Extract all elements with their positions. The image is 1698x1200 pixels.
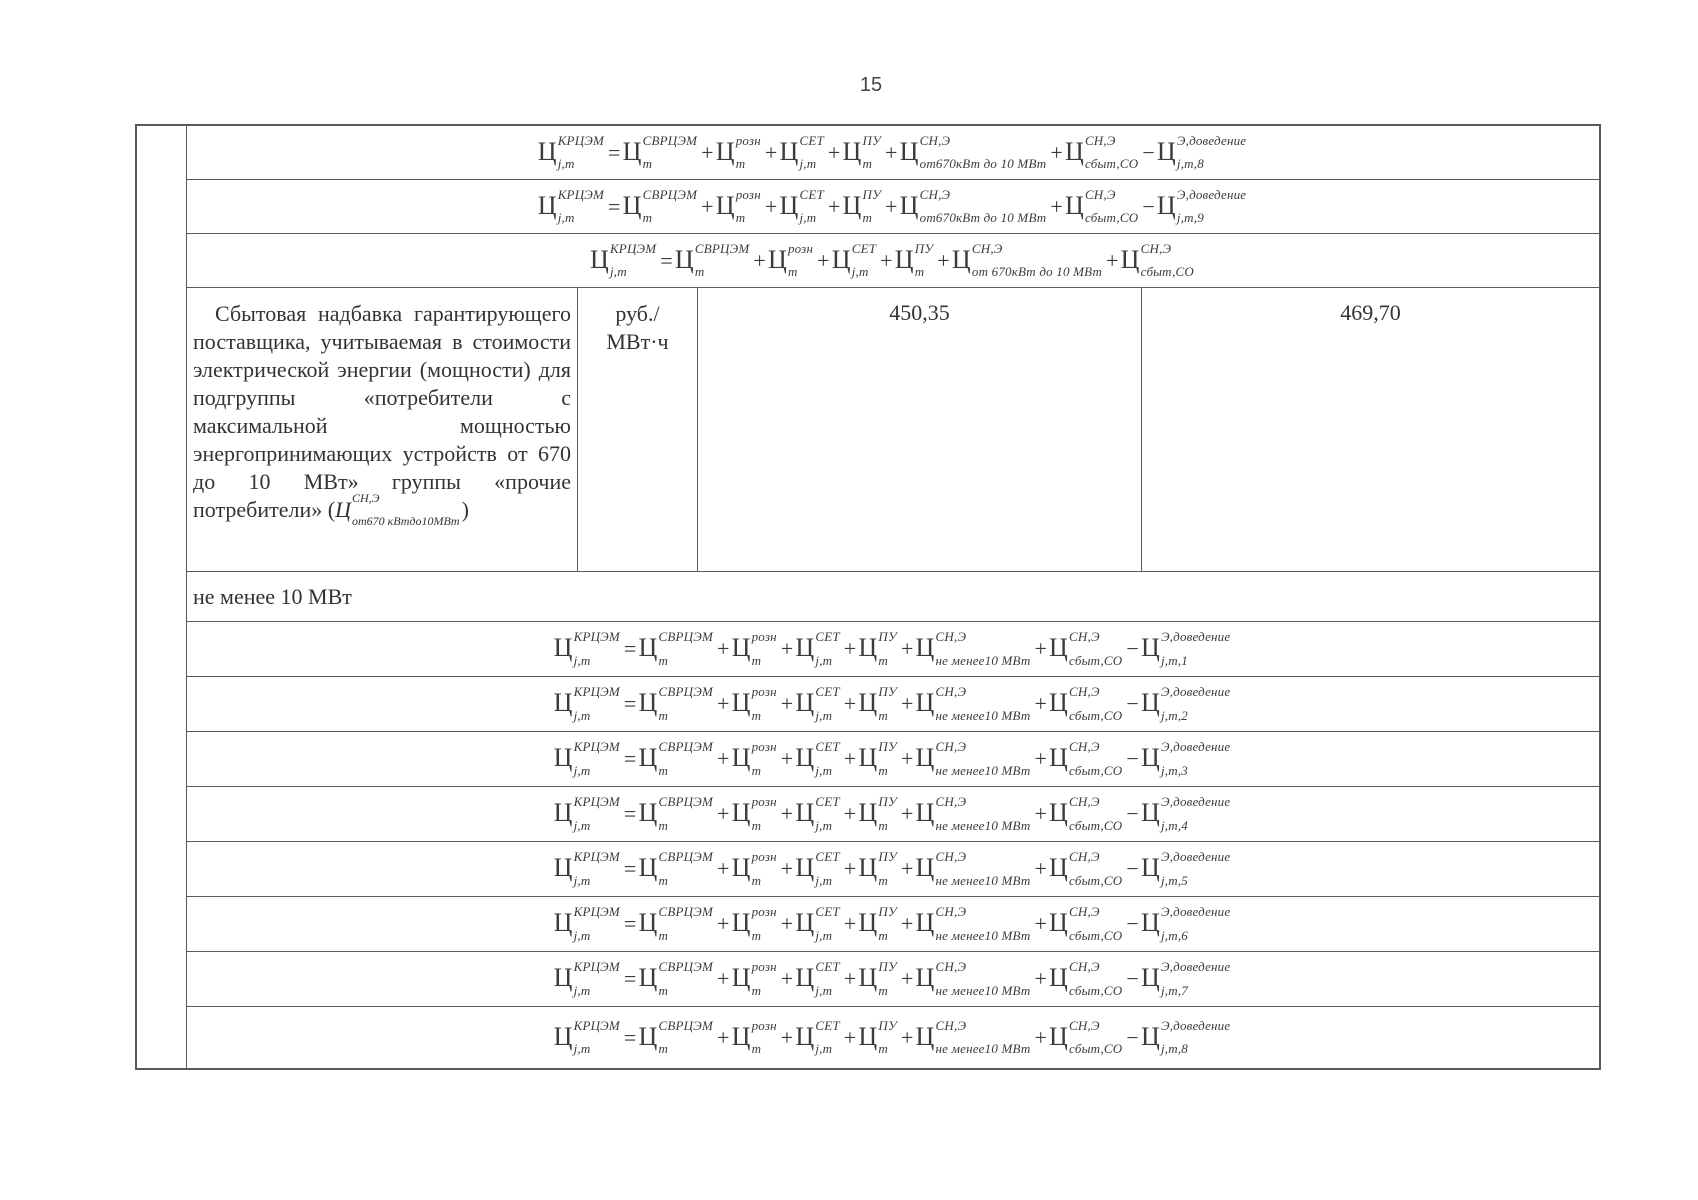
operator: = — [608, 139, 621, 165]
operator: = — [623, 856, 637, 881]
operator: + — [843, 636, 857, 661]
term-network: Ц СЕТ j,m — [795, 849, 840, 888]
term-retail: Ц розн m — [731, 959, 777, 998]
term-retail: Ц розн m — [715, 132, 761, 172]
formula-row — [187, 180, 1599, 234]
term-adjustment: Ц Э,доведение j,m,2 — [1141, 684, 1231, 723]
formula-row — [187, 126, 1599, 180]
operator: + — [1034, 1024, 1048, 1050]
term-network: Ц СЕТ j,m — [795, 794, 840, 833]
operator: + — [843, 856, 857, 881]
operator: + — [764, 193, 778, 219]
term-markup: Ц СН,Э не менее10 МВт — [915, 629, 1031, 668]
formula — [589, 240, 1196, 280]
formula — [553, 794, 1233, 833]
operator: + — [1034, 746, 1048, 771]
term-markup-co: Ц СН,Э сбыт,СО — [1049, 849, 1123, 888]
term-adjustment: Ц Э,доведение j,m,3 — [1141, 739, 1231, 778]
term-target: Ц КРЦЭМ j,m — [553, 904, 620, 943]
operator: + — [843, 691, 857, 716]
term-markup: Ц СН,Э от 670кВт до 10 МВт — [951, 240, 1103, 280]
term-adjustment: Ц Э,доведение j,m,9 — [1156, 186, 1247, 226]
markup-description-text: Сбытовая надбавка гарантирующего поставщика, учитываемая в стоимости электрической энергии (мощности) для подгруппы «потребители с максимальной мощностью энергопринимающих устройств от 670 до 10 МВт» группы «прочие потребители» ( — [193, 301, 571, 522]
operator: + — [717, 911, 730, 936]
operator: + — [900, 856, 914, 881]
operator: = — [623, 746, 637, 771]
operator: = — [623, 966, 637, 991]
term-wholesale: Ц СВРЦЭМ m — [638, 849, 713, 888]
term-target: Ц КРЦЭМ j,m — [553, 684, 620, 723]
term-retail: Ц розн m — [731, 684, 777, 723]
markup-symbol: Ц СН,Э от670 кВтдо10МВт — [335, 491, 460, 528]
term-other-services: Ц ПУ m — [858, 794, 897, 833]
operator: + — [701, 193, 714, 219]
term-wholesale: Ц СВРЦЭМ m — [638, 1017, 713, 1057]
term-markup-co: Ц СН,Э сбыт,СО — [1049, 904, 1123, 943]
operator: + — [817, 247, 830, 273]
operator: + — [780, 966, 794, 991]
term-retail: Ц розн m — [731, 1017, 777, 1057]
term-wholesale: Ц СВРЦЭМ m — [674, 240, 750, 280]
formula-row — [187, 897, 1599, 952]
operator: + — [780, 856, 794, 881]
term-markup-co: Ц СН,Э сбыт,СО — [1064, 186, 1139, 226]
formula-row — [187, 842, 1599, 897]
term-other-services: Ц ПУ m — [858, 904, 897, 943]
unit-line-2: МВт·ч — [606, 329, 669, 354]
term-markup: Ц СН,Э не менее10 МВт — [915, 739, 1031, 778]
term-network: Ц СЕТ j,m — [795, 904, 840, 943]
term-markup: Ц СН,Э не менее10 МВт — [915, 684, 1031, 723]
term-other-services: Ц ПУ m — [842, 132, 882, 172]
operator: − — [1142, 193, 1155, 219]
formula-row — [187, 952, 1599, 1007]
operator: + — [843, 966, 857, 991]
formula — [553, 629, 1233, 668]
term-markup-co: Ц СН,Э сбыт,СО — [1049, 684, 1123, 723]
term-adjustment: Ц Э,доведение j,m,8 — [1156, 132, 1247, 172]
operator: = — [608, 193, 621, 219]
term-network: Ц СЕТ j,m — [779, 132, 824, 172]
term-retail: Ц розн m — [731, 794, 777, 833]
term-markup: Ц СН,Э от670кВт до 10 МВт — [899, 132, 1047, 172]
term-other-services: Ц ПУ m — [858, 629, 897, 668]
formula — [553, 684, 1233, 723]
operator: + — [780, 636, 794, 661]
operator: = — [623, 691, 637, 716]
term-markup: Ц СН,Э не менее10 МВт — [915, 794, 1031, 833]
markup-row — [187, 288, 1599, 572]
operator: + — [717, 1024, 730, 1050]
term-markup-co: Ц СН,Э сбыт,СО — [1120, 240, 1195, 280]
term-target: Ц КРЦЭМ j,m — [537, 186, 605, 226]
operator: + — [1034, 856, 1048, 881]
term-other-services: Ц ПУ m — [858, 849, 897, 888]
operator: + — [717, 746, 730, 771]
operator: = — [623, 911, 637, 936]
term-wholesale: Ц СВРЦЭМ m — [638, 684, 713, 723]
term-target: Ц КРЦЭМ j,m — [553, 1017, 620, 1057]
term-other-services: Ц ПУ m — [858, 959, 897, 998]
term-retail: Ц розн m — [731, 904, 777, 943]
operator: − — [1126, 636, 1140, 661]
operator: − — [1126, 801, 1140, 826]
operator: = — [660, 247, 673, 273]
term-markup-co: Ц СН,Э сбыт,СО — [1049, 629, 1123, 668]
operator: + — [900, 746, 914, 771]
operator: + — [880, 247, 893, 273]
operator: + — [900, 911, 914, 936]
operator: + — [701, 139, 714, 165]
left-column-strip — [137, 126, 187, 1068]
operator: + — [717, 966, 730, 991]
term-wholesale: Ц СВРЦЭМ m — [622, 132, 698, 172]
term-markup-co: Ц СН,Э сбыт,СО — [1049, 739, 1123, 778]
term-retail: Ц розн m — [731, 629, 777, 668]
operator: + — [717, 691, 730, 716]
term-wholesale: Ц СВРЦЭМ m — [638, 959, 713, 998]
operator: + — [780, 1024, 794, 1050]
formula — [553, 1017, 1233, 1057]
operator: + — [900, 966, 914, 991]
term-retail: Ц розн m — [767, 240, 814, 280]
formula-row — [187, 1007, 1599, 1068]
term-target: Ц КРЦЭМ j,m — [537, 132, 605, 172]
term-markup: Ц СН,Э не менее10 МВт — [915, 959, 1031, 998]
term-adjustment: Ц Э,доведение j,m,5 — [1141, 849, 1231, 888]
term-network: Ц СЕТ j,m — [795, 684, 840, 723]
operator: + — [1034, 636, 1048, 661]
operator: + — [900, 1024, 914, 1050]
formula — [553, 904, 1233, 943]
page-number: 15 — [859, 74, 883, 96]
operator: − — [1126, 856, 1140, 881]
unit-cell — [578, 288, 698, 571]
term-network: Ц СЕТ j,m — [795, 629, 840, 668]
term-retail: Ц розн m — [731, 739, 777, 778]
formula-row — [187, 234, 1599, 288]
term-other-services: Ц ПУ m — [858, 739, 897, 778]
term-adjustment: Ц Э,доведение j,m,8 — [1141, 1017, 1231, 1057]
tariff-table — [135, 124, 1601, 1070]
term-target: Ц КРЦЭМ j,m — [553, 794, 620, 833]
section-header: не менее 10 МВт — [187, 572, 1599, 622]
value-cell-1: 450,35 — [698, 288, 1142, 571]
term-markup: Ц СН,Э не менее10 МВт — [915, 849, 1031, 888]
operator: − — [1126, 966, 1140, 991]
operator: − — [1126, 911, 1140, 936]
operator: + — [1034, 911, 1048, 936]
operator: − — [1126, 1024, 1140, 1050]
unit-line-1: руб./ — [615, 301, 660, 326]
term-adjustment: Ц Э,доведение j,m,6 — [1141, 904, 1231, 943]
operator: + — [1106, 247, 1119, 273]
formula-row — [187, 622, 1599, 677]
term-network: Ц СЕТ j,m — [831, 240, 877, 280]
formula-row — [187, 732, 1599, 787]
operator: + — [843, 801, 857, 826]
operator: + — [1034, 691, 1048, 716]
term-network: Ц СЕТ j,m — [795, 959, 840, 998]
term-target: Ц КРЦЭМ j,m — [553, 849, 620, 888]
term-other-services: Ц ПУ m — [842, 186, 882, 226]
formula-row — [187, 677, 1599, 732]
term-target: Ц КРЦЭМ j,m — [589, 240, 657, 280]
operator: + — [780, 801, 794, 826]
term-markup-co: Ц СН,Э сбыт,СО — [1064, 132, 1139, 172]
term-retail: Ц розн m — [715, 186, 761, 226]
formula — [537, 186, 1249, 226]
operator: + — [1034, 801, 1048, 826]
term-wholesale: Ц СВРЦЭМ m — [638, 629, 713, 668]
operator: + — [780, 691, 794, 716]
operator: + — [1050, 139, 1063, 165]
operator: + — [843, 746, 857, 771]
operator: + — [843, 911, 857, 936]
operator: + — [843, 1024, 857, 1050]
term-adjustment: Ц Э,доведение j,m,1 — [1141, 629, 1231, 668]
term-network: Ц СЕТ j,m — [795, 1017, 840, 1057]
term-markup: Ц СН,Э не менее10 МВт — [915, 1017, 1031, 1057]
term-markup: Ц СН,Э не менее10 МВт — [915, 904, 1031, 943]
operator: + — [827, 193, 841, 219]
term-wholesale: Ц СВРЦЭМ m — [638, 739, 713, 778]
operator: + — [1034, 966, 1048, 991]
term-target: Ц КРЦЭМ j,m — [553, 739, 620, 778]
operator: + — [900, 636, 914, 661]
term-wholesale: Ц СВРЦЭМ m — [638, 904, 713, 943]
value-cell-2: 469,70 — [1340, 300, 1401, 325]
operator: + — [1050, 193, 1063, 219]
term-wholesale: Ц СВРЦЭМ m — [622, 186, 698, 226]
operator: + — [885, 139, 898, 165]
term-adjustment: Ц Э,доведение j,m,7 — [1141, 959, 1231, 998]
term-markup-co: Ц СН,Э сбыт,СО — [1049, 959, 1123, 998]
operator: = — [623, 1024, 637, 1050]
operator: + — [780, 746, 794, 771]
operator: + — [717, 856, 730, 881]
operator: = — [623, 636, 637, 661]
operator: − — [1126, 691, 1140, 716]
term-retail: Ц розн m — [731, 849, 777, 888]
operator: + — [780, 911, 794, 936]
operator: + — [900, 691, 914, 716]
formula — [553, 959, 1233, 998]
operator: + — [764, 139, 778, 165]
operator: − — [1142, 139, 1155, 165]
term-wholesale: Ц СВРЦЭМ m — [638, 794, 713, 833]
formula — [553, 739, 1233, 778]
operator: + — [885, 193, 898, 219]
term-target: Ц КРЦЭМ j,m — [553, 629, 620, 668]
formula-row — [187, 787, 1599, 842]
term-other-services: Ц ПУ m — [858, 1017, 897, 1057]
operator: + — [717, 636, 730, 661]
operator: − — [1126, 746, 1140, 771]
term-adjustment: Ц Э,доведение j,m,4 — [1141, 794, 1231, 833]
term-target: Ц КРЦЭМ j,m — [553, 959, 620, 998]
operator: + — [827, 139, 841, 165]
operator: = — [623, 801, 637, 826]
term-network: Ц СЕТ j,m — [779, 186, 824, 226]
term-other-services: Ц ПУ m — [894, 240, 934, 280]
markup-description: Сбытовая надбавка гарантирующего поставщика, учитываемая в стоимости электрической энергии (мощности) для подгруппы «потребители с максимальной мощностью энергопринимающих устройств от 670 до 10 МВт» группы «прочие потребители» (Ц СН,Э от670 кВтдо10МВт ) — [187, 288, 578, 571]
operator: + — [937, 247, 950, 273]
formula — [537, 132, 1249, 172]
operator: + — [717, 801, 730, 826]
operator: + — [753, 247, 766, 273]
term-markup-co: Ц СН,Э сбыт,СО — [1049, 794, 1123, 833]
term-network: Ц СЕТ j,m — [795, 739, 840, 778]
term-other-services: Ц ПУ m — [858, 684, 897, 723]
term-markup-co: Ц СН,Э сбыт,СО — [1049, 1017, 1123, 1057]
term-markup: Ц СН,Э от670кВт до 10 МВт — [899, 186, 1047, 226]
operator: + — [900, 801, 914, 826]
formula — [553, 849, 1233, 888]
